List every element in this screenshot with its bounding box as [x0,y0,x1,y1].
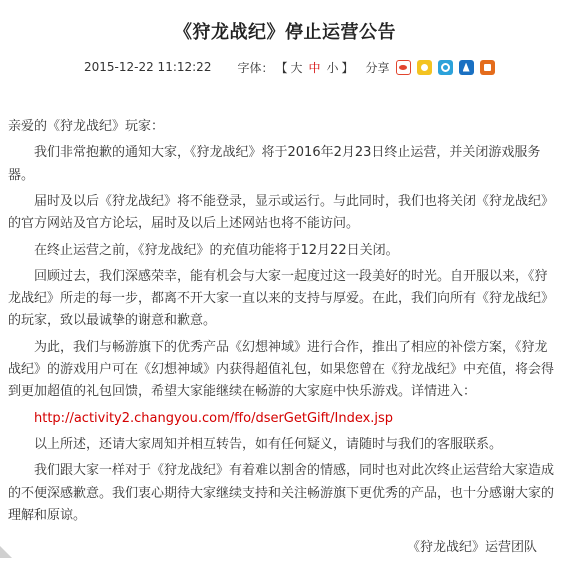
tencent-weibo-icon[interactable] [438,60,453,75]
paragraph: 我们跟大家一样对于《狩龙战纪》有着难以割舍的情感，同时也对此次终止运营给大家造成的不便深感歉意。我们衷心期待大家继续支持和关注畅游旗下更优秀的产品，也十分感谢大家的理解和原谅。 [8,463,555,523]
font-size-label: 字体： [237,60,274,75]
more-share-icon[interactable] [480,60,495,75]
share-label: 分享 [365,60,390,75]
paragraph: 为此，我们与畅游旗下的优秀产品《幻想神域》进行合作，推出了相应的补偿方案，《狩龙战纪》的游戏用户可在《幻想神域》内获得超值礼包，如果您曾在《狩龙战纪》中充值，将会得到更加超值的礼包回馈，希望大家能继续在畅游的大家庭中快乐游戏。详情进入： [8,339,555,400]
article-title: 《狩龙战纪》停止运营公告 [174,22,396,43]
paragraph: 在终止运营之前，《狩龙战纪》的充值功能将于12月22日关闭。 [34,242,399,258]
font-size-small[interactable]: 小 [326,60,339,75]
font-size-medium[interactable]: 中 [308,60,321,75]
bracket-open: 【 [275,60,288,75]
greeting: 亲爱的《狩龙战纪》玩家： [8,119,165,134]
bracket-close: 】 [341,60,354,75]
font-size-large[interactable]: 大 [290,60,303,75]
publish-date: 2015-12-22 11:12:22 [84,60,212,74]
corner-resize-icon [0,546,12,558]
paragraph: 届时及以后《狩龙战纪》将不能登录，显示或运行。与此同时，我们也将关闭《狩龙战纪》的官方网站及官方论坛，届时及以后上述网站也将不能访问。 [8,193,555,232]
weibo-icon[interactable] [396,60,411,75]
article-body [8,116,556,531]
paragraph: 我们非常抱歉的通知大家，《狩龙战纪》将于2016年2月23日终止运营，并关闭游戏服务器。 [8,145,541,183]
paragraph: 回顾过去，我们深感荣幸，能有机会与大家一起度过这一段美好的时光。自开服以来，《狩龙战纪》所走的每一步，都离不开大家一直以来的支持与厚爱。在此，我们向所有《狩龙战纪》的玩家，致以最诚挚的谢意和歉意。 [8,268,555,329]
paragraph: 以上所述，还请大家周知并相互转告，如有任何疑义，请随时与我们的客服联系。 [34,436,503,452]
renren-icon[interactable] [459,60,474,75]
article-meta [84,57,501,77]
signature: 《狩龙战纪》运营团队 [406,540,537,555]
gift-link[interactable]: http://activity2.changyou.com/ffo/dserGetGift/Index.jsp [34,410,394,426]
qzone-icon[interactable] [417,60,432,75]
